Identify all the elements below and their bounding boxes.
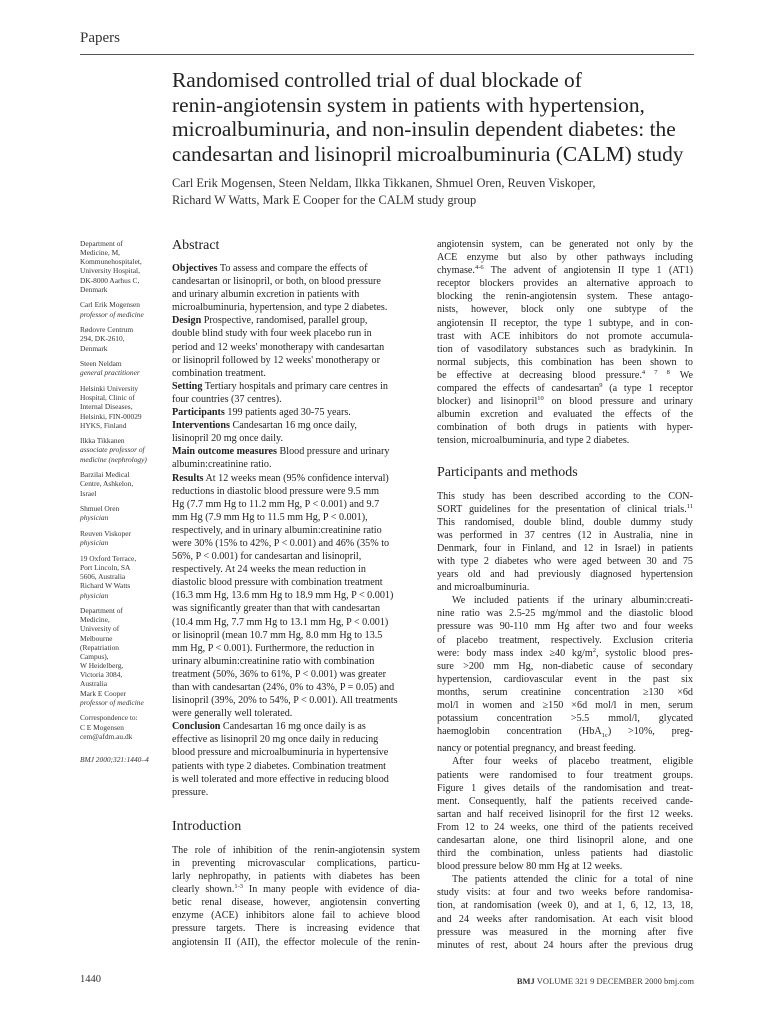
author-line: Richard W Watts, Mark E Cooper for the CALM study group xyxy=(172,193,477,207)
author-role: general practitioner xyxy=(80,368,140,378)
page-number: 1440 xyxy=(80,974,101,985)
abstract-heading: Abstract xyxy=(172,238,220,253)
author-name: Reuven Viskoper xyxy=(80,529,131,539)
text-line: potassium concentration >5.5 mmol/l, glycated xyxy=(437,713,693,725)
text-line: combination treatment. xyxy=(172,367,266,379)
design-label: Design xyxy=(172,315,202,327)
author-role: physician xyxy=(80,513,109,523)
text-line: compared the effects of candesartan xyxy=(437,383,600,395)
text-line: enzyme (ACE) inhibitors alone fail to achieve blood xyxy=(172,910,420,922)
affiliation-line: Hospital, Clinic of xyxy=(80,393,135,403)
text-line: urinary albumin:creatinine ratio with combination xyxy=(172,655,375,667)
text-line: (a type 1 receptor xyxy=(602,383,693,395)
text-line: nine ratio was 2.5-25 mg/mmol and the diastolic blood xyxy=(437,608,693,620)
author-name: Shmuel Oren xyxy=(80,504,120,514)
abstract-objectives xyxy=(172,262,420,314)
affiliation-line: 19 Oxford Terrace, xyxy=(80,553,137,563)
affiliation-line: Victoria 3084, xyxy=(80,670,123,680)
text-line: candesartan alone, one third lisinopril alone, and one xyxy=(437,834,693,846)
text-line: trast with ACE inhibitors do not promote accumula- xyxy=(437,330,693,342)
text-line: blood pressure below 80 mm Hg at 12 weeks. xyxy=(437,861,623,873)
text-line: pressure. xyxy=(172,786,209,798)
text-line: or lisinopril (mean 10.7 mm Hg, 8.0 mm Hg to 13.5 xyxy=(172,629,383,641)
introduction-heading: Introduction xyxy=(172,818,242,834)
affiliation-line: 294, DK-2610, xyxy=(80,334,125,344)
affiliation-line: Barzilai Medical xyxy=(80,470,130,480)
text-line: years old and had previously diagnosed hypertension xyxy=(437,569,693,581)
journal-footer xyxy=(517,976,694,986)
correspondence-name: C E Mogensen xyxy=(80,722,124,732)
text-line: We included patients if the urinary albumin:creati- xyxy=(452,595,693,607)
text-line: Denmark, four in Finland, and 12 in Israel) in patients xyxy=(437,542,693,554)
text-line: and microalbuminuria. xyxy=(437,582,530,594)
reference-mark[interactable]: 11 xyxy=(686,502,693,510)
text-line: (16.3 mm Hg, 13.6 mm Hg to 18.9 mm Hg, P < 0.001) xyxy=(172,590,394,602)
affiliation-line: Port Lincoln, SA xyxy=(80,563,131,573)
text-line: Prospective, randomised, parallel group, xyxy=(201,315,368,327)
text-line: betic renal disease, however, angiotensin converting xyxy=(172,897,420,909)
introduction-paragraph xyxy=(172,844,420,949)
affiliation-line: Internal Diseases, xyxy=(80,402,133,412)
text-line: were generally well tolerated. xyxy=(172,708,293,720)
setting-label: Setting xyxy=(172,380,203,392)
reference-mark[interactable]: 10 xyxy=(537,395,544,403)
text-line: After four weeks of placebo treatment, eligible xyxy=(452,756,693,768)
text-line: ment. Consequently, half the patients received cande- xyxy=(437,795,693,807)
text-line: nists, however, block only one subtype of the xyxy=(437,304,693,316)
author-affiliation xyxy=(80,436,166,463)
affiliation-line: 5606, Australia xyxy=(80,572,126,582)
text-line: haemoglobin concentration (HbA xyxy=(437,726,602,738)
text-line: This randomised, double blind, double dummy study xyxy=(437,516,693,528)
author-affiliation xyxy=(80,300,166,318)
author-role: physician xyxy=(80,538,109,548)
text-line: lisinopril 20 mg once daily. xyxy=(172,433,283,445)
text-line: chymase. xyxy=(437,265,475,277)
objectives-label: Objectives xyxy=(172,263,218,274)
text-line: pressure was 90-110 mm Hg after two and four weeks xyxy=(437,621,693,633)
text-line: hypertension, cardiovascular event in the past six xyxy=(437,673,693,685)
text-line: double blind study with four week placebo run in xyxy=(172,328,372,340)
text-line: months, serum creatinine concentration ≥130 ×6d xyxy=(437,686,693,698)
text-line: diastolic blood pressure with combination treatment xyxy=(172,577,383,589)
text-line: albumin:creatinine ratio. xyxy=(172,459,272,471)
conclusion-label: Conclusion xyxy=(172,721,221,733)
text-line: receptor blockers provides an alternative approach to xyxy=(437,278,693,290)
text-line: patients were randomised to four treatment groups. xyxy=(437,769,693,781)
methods-paragraph xyxy=(437,490,693,595)
affiliation-block xyxy=(80,239,166,294)
text-line: The role of inhibition of the renin-angiotensin system xyxy=(172,844,420,856)
text-line: (10.4 mm Hg, 7.7 mm Hg to 13.1 mm Hg, P < 0.001) xyxy=(172,616,389,628)
text-line: Hg (7.7 mm Hg to 11.2 mm Hg, P < 0.001) and 9.7 xyxy=(172,498,380,510)
text-line: 199 patients aged 30-75 years. xyxy=(224,407,351,419)
text-line: Candesartan 16 mg once daily is as xyxy=(220,721,366,733)
author-role: associate professor of xyxy=(80,445,145,455)
affiliation-line: Department of xyxy=(80,239,123,248)
text-line: mm Hg (7.9 mm Hg to 11.5 mm Hg, P < 0.001), xyxy=(172,511,368,523)
text-line: angiotensin system, can be generated not only by the xyxy=(437,239,693,250)
text-line: To assess and compare the effects of xyxy=(217,263,368,274)
affiliation-line: Rødovre Centrum xyxy=(80,325,134,335)
text-line: clearly shown. xyxy=(172,884,235,896)
text-line: combination of both drugs in patients with hyper- xyxy=(437,422,693,434)
affiliation-line: Helsinki, FIN-00029 xyxy=(80,411,142,421)
text-line: be effective at decreasing blood pressure. xyxy=(437,369,642,381)
text-line: Figure 1 gives details of the randomisation and treat- xyxy=(437,782,693,794)
text-line: angiotensin II (AII), the effector molecule of the renin- xyxy=(172,936,420,948)
author-name: Mark E Cooper xyxy=(80,688,126,698)
text-line: effective as lisinopril 20 mg once daily in reducing xyxy=(172,734,379,746)
text-line: four countries (37 centres). xyxy=(172,393,282,405)
text-line: in preventing microvascular complications, particu- xyxy=(172,857,420,869)
text-line: blocker) and lisinopril xyxy=(437,396,538,408)
text-line: ACE enzyme but also by other pathways including xyxy=(437,252,693,264)
affiliation-block xyxy=(80,470,166,497)
text-line: Blood pressure and urinary xyxy=(276,446,390,458)
text-line: tion, at randomisation (week 0), and at 1, 6, 12, 13, 18, xyxy=(437,900,693,912)
text-line: normal subjects, this combination has been shown to xyxy=(437,356,693,368)
text-line: The patients attended the clinic for a total of nine xyxy=(452,874,693,886)
methods-paragraph xyxy=(437,755,693,873)
abstract-setting xyxy=(172,380,420,406)
text-line: were: body mass index ≥40 kg/m xyxy=(437,647,593,659)
affiliation-block xyxy=(80,554,166,600)
text-line: This study has been described according to the CON- xyxy=(437,490,693,502)
author-affiliation xyxy=(80,529,166,547)
text-line: 56%, P < 0.001) for candesartan and lisinopril, xyxy=(172,551,362,563)
text-line: was performed in 37 centres (12 in Australia, nine in xyxy=(437,529,693,541)
author-affiliation xyxy=(80,504,166,522)
affiliation-line: Israel xyxy=(80,488,97,498)
text-line: albumin excretion and evaluated the effects of the xyxy=(437,409,693,421)
text-line: and 24 weeks after randomisation. At each visit blood xyxy=(437,913,693,925)
reference-mark[interactable]: 4 7 8 xyxy=(641,368,670,376)
text-line: At 12 weeks mean (95% confidence interval) xyxy=(203,472,389,484)
text-line: ) >10%, preg- xyxy=(607,726,693,738)
text-line: than with candesartan (24%, 0% to 43%, P = 0.05) and xyxy=(172,682,395,693)
author-name: Carl Erik Mogensen xyxy=(80,300,140,310)
journal-name: BMJ xyxy=(516,976,535,986)
correspondence-email[interactable]: cem@afdm.au.dk xyxy=(80,731,133,741)
text-line: and urinary albumin excretion in patients with xyxy=(172,289,360,301)
affiliation-line: Melbourne xyxy=(80,633,113,643)
affiliation-line: Helsinki University xyxy=(80,384,139,394)
article-title xyxy=(172,68,702,166)
author-name: Richard W Watts xyxy=(80,581,131,591)
text-line: tension, microalbuminuria, and type 2 diabetes. xyxy=(437,435,630,447)
text-line: Tertiary hospitals and primary care centres in xyxy=(202,380,388,392)
text-line: study visits: at four and two weeks before randomisa- xyxy=(437,887,693,899)
reference-mark[interactable]: 9 xyxy=(599,382,603,390)
text-line: , systolic blood pres- xyxy=(595,647,693,659)
outcome-label: Main outcome measures xyxy=(172,446,277,458)
section-label: Papers xyxy=(80,30,120,46)
subscript: 1c xyxy=(601,732,608,740)
header-rule xyxy=(80,54,694,55)
affiliation-line: Centre, Ashkelon, xyxy=(80,479,134,489)
text-line: From 12 to 24 weeks, one third of the patients received xyxy=(437,821,693,833)
abstract-design xyxy=(172,314,420,379)
text-line: sure >200 mm Hg, non-diabetic cause of secondary xyxy=(437,660,693,672)
affiliation-line: Denmark xyxy=(80,343,108,353)
text-line: or lisinopril followed by 12 weeks' monotherapy or xyxy=(172,354,380,366)
author-role: professor of medicine xyxy=(80,697,144,707)
text-line: were 30% (15% to 42%, P < 0.001) and 46% (35% to xyxy=(172,537,390,549)
abstract-outcomes xyxy=(172,445,420,471)
author-role: physician xyxy=(80,590,109,600)
affiliation-line: Department of xyxy=(80,606,123,616)
affiliation-line: Medicine, xyxy=(80,615,110,625)
affiliation-block xyxy=(80,325,166,352)
text-line: sartan and half received lisinopril for the first 12 weeks. xyxy=(437,808,693,820)
results-label: Results xyxy=(172,472,204,484)
text-line: angiotensin II receptor, the type 1 subtype, and in con- xyxy=(437,317,693,329)
affiliation-line: University of xyxy=(80,624,120,634)
affiliation-line: (Repatriation xyxy=(80,642,119,652)
text-line: blood pressure and microalbuminuria in hypertensive xyxy=(172,747,389,759)
text-line: SORT guidelines for the presentation of clinical trials. xyxy=(437,503,687,515)
text-line: microalbuminuria, hypertension, and type 2 diabetes. xyxy=(172,302,388,314)
affiliations-sidebar xyxy=(80,239,166,771)
text-line: pressure was measured in the morning after five xyxy=(437,926,693,938)
text-line: We xyxy=(669,369,693,381)
text-line: respectively, and in urinary albumin:creatinine ratio xyxy=(172,524,382,536)
title-line: Randomised controlled trial of dual blockade of xyxy=(172,68,582,92)
abstract-results xyxy=(172,472,420,721)
text-line: minutes of rest, about 24 hours after the previous drug xyxy=(437,939,693,951)
author-affiliation xyxy=(80,359,166,377)
text-line: was significantly greater than that with candesartan xyxy=(172,603,381,615)
reference-mark[interactable]: 4-6 xyxy=(474,264,484,272)
methods-heading: Participants and methods xyxy=(437,464,578,480)
text-line: on blood pressure and urinary xyxy=(543,396,693,408)
text-line: The advent of angiotensin II type 1 (AT1) xyxy=(483,265,693,277)
author-name: Ilkka Tikkanen xyxy=(80,436,125,446)
affiliation-line: Australia xyxy=(80,679,108,689)
text-line: respectively. At 24 weeks the mean reduction in xyxy=(172,564,366,576)
affiliation-line: W Heidelberg, xyxy=(80,661,124,671)
citation: BMJ 2000;321:1440–4 xyxy=(80,754,149,764)
reference-mark[interactable]: 1-3 xyxy=(234,883,244,891)
interventions-label: Interventions xyxy=(172,420,230,432)
text-line: Candesartan 16 mg once daily, xyxy=(229,420,357,432)
text-line: with type 2 diabetes who were aged between 30 and 75 xyxy=(437,555,693,567)
author-list xyxy=(172,175,692,209)
correspondence-label: Correspondence to: xyxy=(80,713,138,723)
text-line: blocking the renin-angiotensin system. These antago- xyxy=(437,291,693,303)
text-line: candesartan or lisinopril, or both, on blood pressure xyxy=(172,276,381,288)
superscript: 2 xyxy=(592,646,596,654)
affiliation-line: HYKS, Finland xyxy=(80,420,127,430)
text-line: larly nephropathy, in patients with diabetes has been xyxy=(172,871,420,883)
text-line: of placebo treatment, respectively. Exclusion criteria xyxy=(437,634,693,646)
affiliation-line: University Hospital, xyxy=(80,266,140,276)
methods-paragraph xyxy=(437,873,693,952)
title-line: renin-angiotensin system in patients with hypertension, xyxy=(172,92,645,117)
text-line: patients with type 2 diabetes. Combination treatment xyxy=(172,760,386,772)
affiliation-line: Kommunehospitalet, xyxy=(80,257,142,267)
volume-date: VOLUME 321 9 DECEMBER 2000 bmj.com xyxy=(534,976,694,986)
text-line: reductions in diastolic blood pressure were 9.5 mm xyxy=(172,485,379,497)
author-name: Steen Neldam xyxy=(80,359,122,369)
author-line: Carl Erik Mogensen, Steen Neldam, Ilkka Tikkanen, Shmuel Oren, Reuven Viskoper, xyxy=(172,176,596,190)
text-line: treatment (50%, 36% to 61%, P < 0.001) was greater xyxy=(172,668,386,680)
text-line: is well tolerated and more effective in reducing blood xyxy=(172,773,389,785)
affiliation-block xyxy=(80,606,166,707)
text-line: lisinopril (39%, 20% to 54%, P < 0.001). All treatments xyxy=(172,695,398,707)
participants-label: Participants xyxy=(172,407,225,419)
column-left xyxy=(172,238,420,949)
text-line: mol/l in women and ≥150 ×6d mol/l in men, serum xyxy=(437,700,693,711)
text-line: pressure targets. There is increasing evidence that xyxy=(172,923,420,935)
introduction-continued xyxy=(437,238,693,448)
text-line: third the combination, unless patients had diastolic xyxy=(437,848,693,860)
author-role: medicine (nephrology) xyxy=(80,454,147,464)
affiliation-line: Medicine, M, xyxy=(80,248,121,258)
citation-block xyxy=(80,755,166,764)
affiliation-line: DK-8000 Aarhus C, xyxy=(80,275,140,285)
correspondence-block xyxy=(80,713,166,740)
text-line: In many people with evidence of dia- xyxy=(243,884,420,896)
text-line: nancy or potential pregnancy, and breast feeding. xyxy=(437,743,636,755)
methods-paragraph xyxy=(437,594,693,755)
text-line: period and 12 weeks' monotherapy with candesartan xyxy=(172,341,385,353)
column-right xyxy=(437,238,693,952)
title-line: candesartan and lisinopril microalbuminuria (CALM) study xyxy=(172,141,684,166)
abstract-conclusion xyxy=(172,720,420,799)
affiliation-line: Denmark xyxy=(80,284,108,294)
affiliation-block xyxy=(80,384,166,430)
author-role: professor of medicine xyxy=(80,309,144,319)
text-line: mm Hg, P < 0.001). Furthermore, the reduction in xyxy=(172,642,375,654)
affiliation-line: Campus), xyxy=(80,651,109,661)
text-line: tion of vasodilatory substances such as bradykinin. In xyxy=(437,343,693,355)
abstract-participants xyxy=(172,406,420,419)
title-line: microalbuminuria, and non-insulin dependent diabetes: the xyxy=(172,117,676,141)
abstract-interventions xyxy=(172,419,420,445)
